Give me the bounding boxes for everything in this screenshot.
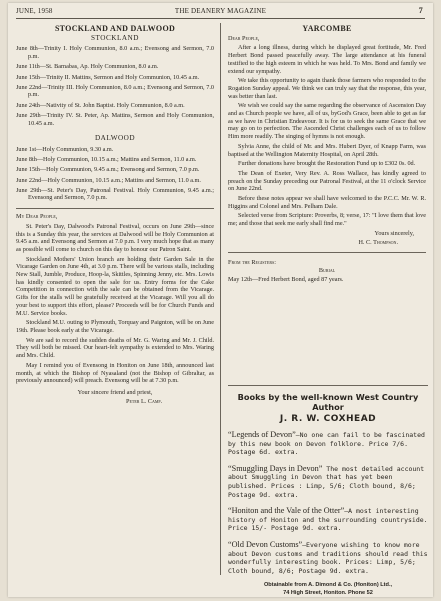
book-title: “Smuggling Days in Devon” — [228, 463, 323, 473]
yarcombe-paragraph: We wish we could say the same regarding the observance of Ascension Day and as Church people we have, all of us, byGod's Grace, been able to get as far as we have in Christian Endeavour. It is for us to seek the same Grace that we may go on to perfection. The Ascended Christ challenges each of us to follow Him more readily. The singing of hymns is not enough. — [228, 102, 426, 141]
publisher-line: Obtainable from A. Dimond & Co. (Honiton) Ltd., — [263, 582, 393, 589]
yarcombe-closing: Yours sincerely, — [374, 229, 414, 237]
service-item: June 22nd—Trinity III. Holy Communion, 8.0 a.m.; Evensong and Sermon, 7.0 p.m. — [16, 83, 214, 99]
magazine-page — [8, 3, 433, 597]
publisher-info — [228, 582, 428, 598]
book-entry — [228, 464, 428, 499]
publisher-address: 74 High Street, Honiton. Phone 52 — [283, 590, 373, 597]
book-advert — [228, 385, 428, 598]
issue-date: JUNE, 1958 — [16, 7, 53, 15]
yarcombe-paragraph: Sylvia Anne, the child of Mr. and Mrs. Hubert Dyer, of Knapp Farm, was baptised at the Wellington Maternity Hospital, on April 28th. — [228, 142, 426, 158]
advert-rule — [228, 385, 428, 386]
service-item: June 8th—Trinity I. Holy Communion, 8.0 a.m.; Evensong and Sermon, 7.0 p.m. — [16, 45, 214, 61]
book-description: —A most interesting history of Honiton and the surrounding countryside. Price 15/- Postage 9d. extra. — [228, 507, 428, 533]
yarcombe-paragraph: Further donations have brought the Restoration Fund up to £302 0s. 0d. — [238, 160, 416, 168]
yarcombe-salutation: Dear People, — [228, 34, 260, 42]
registers-subheading: Burial — [318, 266, 336, 274]
right-column — [228, 25, 426, 283]
letter-paragraph: Stockland Mothers' Union branch are holding their Garden Sale in the Vicarage Garden on June 4th, at 3.0 p.m. There will be various stalls, including New Stall, Jumble, Produce, Hoop-la, Skittles, Spinning Jenny, etc. Mrs. Lowis has kindly consented to open the sale for us. Entry forms for the Cake Competition in connection with the sale can be obtained from the Vicarage. Gifts for the stalls will be gratefully received at the Vicarage. Will you all do your best to support this effort, please? Proceeds will be for Church Funds and M.U. Service books. — [16, 255, 214, 317]
letter-closing: Your sincere friend and priest, — [77, 388, 153, 396]
registers-date: May 12th — [228, 275, 252, 283]
letter-paragraph: St. Peter's Day, Dalwood's Patronal Festival, occurs on June 29th—since this is a Sunday this year, the services at Dalwood will be Holy Communion at 9.45 a.m. and Evensong and Sermon at 7.0 p.m. I very much hope that as many as possible will come to church on this day to honour our Patron Saint. — [16, 222, 214, 253]
page-number: 7 — [418, 6, 423, 15]
letter-salutation: My Dear People, — [16, 213, 58, 221]
advert-heading: Books by the well-known West Country Author — [237, 392, 419, 412]
section-rule — [228, 252, 426, 253]
column-divider — [220, 23, 221, 575]
book-title: “Honiton and the Vale of the Otter” — [228, 506, 345, 516]
letter-paragraph: May I remind you of Evensong in Honiton on June 18th, announced last month, at which the Bishop of Nyasaland (not the Bishop of Gibraltar, as previously announced) will preach. Evensong will be at 7.30 p.m. — [16, 361, 214, 385]
service-item: June 8th—Holy Communion, 10.15 a.m.; Mattins and Sermon, 11.0 a.m. — [16, 156, 197, 164]
letter-paragraph: We are sad to record the sudden deaths of Mr. G. Waring and Mr. J. Child. They will both be missed. Our heart-felt sympathy is extended to Mrs. Waring and Mrs. Child. — [16, 336, 214, 360]
book-description: —Everyone wishing to know more about Devon customs and traditions should read this wonderfully interesting book. Prices: Limp, 5/6; Cloth bound, 8/6; Postage 9d. extra. — [228, 540, 428, 575]
yarcombe-paragraph: Selected verse from Scripture: Proverbs, 8; verse, 17: "I love them that love me; and those that seek me early shall find me." — [228, 212, 426, 228]
service-item: June 22nd—Holy Communion, 10.15 a.m.; Mattins and Sermon, 11.0 a.m. — [16, 176, 201, 184]
magazine-title: THE DEANERY MAGAZINE — [174, 7, 267, 15]
page-header — [16, 6, 425, 19]
letter-paragraph: Stockland M.U. outing to Plymouth, Torquay and Paignton, will be on June 19th. Please book early at the Vicarage. — [16, 319, 214, 334]
registers-text: —Fred Herbert Bond, aged 87 years. — [251, 275, 344, 283]
left-column — [16, 25, 214, 405]
book-description: The most detailed account about Smuggling in Devon that has yet been published. Prices : Limp, 5/6; Cloth bound, 8/6; Postage 9d. extra. — [228, 464, 425, 499]
advert-author: J. R. W. COXHEAD — [279, 414, 377, 424]
service-item: June 24th—Nativity of St. John Baptist. Holy Communion, 8.0 a.m. — [16, 101, 185, 109]
service-item: June 11th—St. Barnabas, Ap. Holy Communion, 8.0 a.m. — [16, 63, 159, 71]
yarcombe-title: YARCOMBE — [302, 24, 352, 33]
parish-title: STOCKLAND AND DALWOOD — [54, 24, 176, 33]
stockland-heading: STOCKLAND — [91, 33, 139, 42]
yarcombe-signature: H. C. Thompson. — [358, 238, 398, 246]
registers-heading: From the Registers: — [228, 259, 276, 267]
yarcombe-paragraph: The Dean of Exeter, Very Rev. A. Ross Wallace, has kindly agreed to preach on the Sunday preceding our Patronal Festival, at the 11 o'clock Service on June 22nd. — [228, 169, 426, 193]
yarcombe-paragraph: After a long illness, during which he displayed great fortitude, Mr. Fred Herbert Bond passed peacefully away. The large attendance at his funeral testified to the high esteem in which he was held. To Mrs. Bond and family we extend our sympathy. — [228, 44, 426, 75]
yarcombe-paragraph: Before these notes appear we shall have welcomed to the P.C.C. Mr. W. R. Higgins and Colonel and Mrs. Pelham Dale. — [228, 195, 426, 210]
dalwood-heading: DALWOOD — [94, 134, 136, 143]
book-title: “Legends of Devon” — [228, 430, 296, 439]
book-description: —No one can fail to be fascinated by this new book on Devon folklore. Price 7/6. Postage 6d. extra. — [228, 431, 425, 457]
book-entry — [228, 540, 428, 575]
service-item: June 1st—Holy Communion, 9.30 a.m. — [16, 145, 114, 153]
book-entry — [228, 430, 428, 457]
letter-signature: Peter L. Camp. — [126, 397, 163, 405]
service-item: June 29th—Trinity IV. St. Peter, Ap. Mattins, Sermon and Holy Communion, 10.45 a.m. — [16, 111, 214, 127]
yarcombe-paragraph: We take this opportunity to again thank those farmers who responded to the Rogation Sunday appeal. We think we can truly say that the response, this year, was better than last. — [228, 77, 426, 100]
book-title: “Old Devon Customs” — [228, 539, 303, 549]
service-item: June 15th—Trinity II. Mattins, Sermon and Holy Communion, 10.45 a.m. — [16, 73, 200, 81]
registers-entry — [228, 276, 426, 284]
book-entry — [228, 506, 428, 533]
service-item: June 29th—St. Peter's Day, Patronal Festival. Holy Communion, 9.45 a.m.; Evensong and Sermon, 7.0 p.m. — [16, 186, 214, 202]
section-rule — [16, 208, 214, 209]
service-item: June 15th—Holy Communion, 9.45 a.m.; Evensong and Sermon, 7.0 p.m. — [16, 166, 200, 174]
